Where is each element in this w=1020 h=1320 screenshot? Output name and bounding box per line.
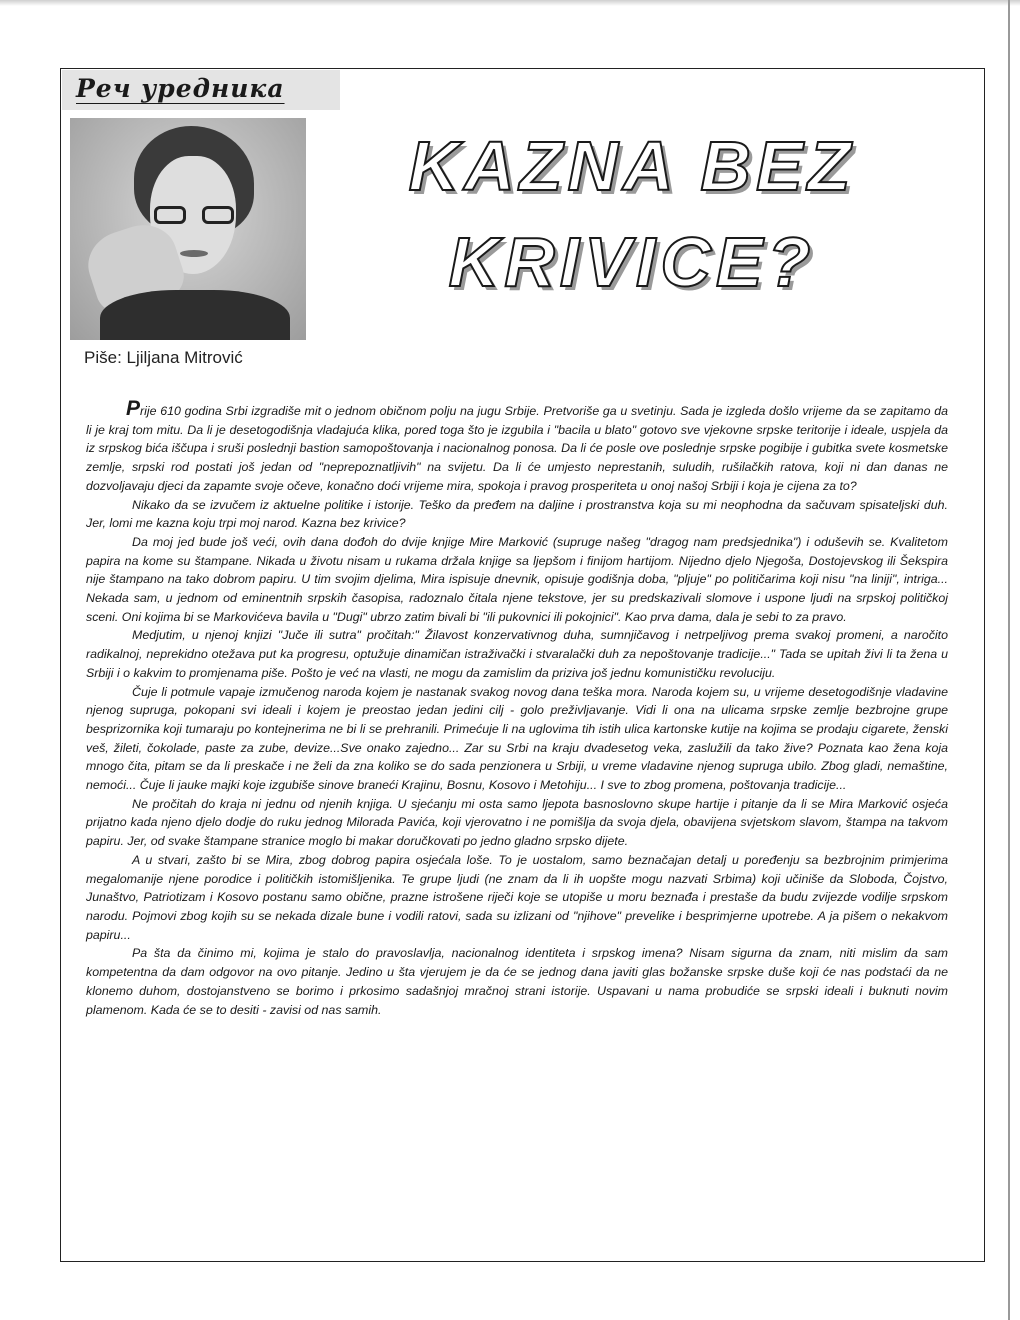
headline [322,118,942,310]
headline-line-1: KAZNA BEZ [408,127,856,205]
scan-shadow-top [0,0,1020,6]
article-paragraph: A u stvari, zašto bi se Mira, zbog dobrog papira osjećala loše. To je uostalom, samo beznačajan detalj u poređenju sa bezbrojnim primjerima megalomanije njene porodice i političkih istomišljenika. Te grupe ljudi (ne znam da li ih uopšte mogu nazvati Srbima) koji učiniše da Sloboda, Čojstvo, Junaštvo, Patriotizam i Kosovo postanu samo obične, prazne istrošene riječi koje se utopiše u moru beznađa i prestaše da budu zvijezde vodilje srpskom narodu. Pojmovi zbog kojih su se nekada dizale bune i vodili ratovi, sada su izlizani od "njihove" prevelike i besprimjerne upotrebe. A ja pišem o nekakvom papiru... [86,852,948,942]
article-lead-paragraph [86,397,948,496]
article-paragraph: Medjutim, u njenoj knjizi "Juče ili sutra" pročitah:" Žilavost konzervativnog duha, sumnjičavog i netrpeljivog prema svakoj promeni, a naročito radikalnoj, neprekidno otežava put ka progresu, optužuje dinamičan istraživački i stvaralački duh za nepoštovanje tradicije..." Tada se upitah živi li ta žena u Srbiji i o kakvim to promjenama piše. Pošto je već na vlasti, ne mogu da zamislim da priziva još jednu komunističku revoluciju. [86,628,948,680]
article-body [86,397,948,1019]
drop-cap: P [126,397,141,420]
article-paragraph: Pa šta da činimo mi, kojima je stalo do pravoslavlja, nacionalnog identiteta i srpskog imena? Nisam sigurna da znam, niti mislim da sam kompetentna da dam odgovor na ovo pitanje. Jedino u šta vjerujem je da će se jednog dana javiti glas božanske srpske duše koji će nas podstaći da ne klonemo duhom, dostojanstveno se borimo i prkosimo sadašnjoj mračnoj strani istorije. Uspavani u nama probudiće se srpski ideali i buknuti novim plamenom. Kada će se to desiti - zavisi od nas samih. [86,946,948,1017]
author-photo [70,118,306,340]
photo-body [100,290,290,340]
byline: Piše: Ljiljana Mitrović [84,348,243,367]
scan-edge-right [1008,0,1010,1320]
article-paragraph: Nikako da se izvučem iz aktuelne politike i istorije. Teško da pređem na daljine i prostranstva koja su mi neophodna da sačuvam spisateljski duh. Jer, lomi me kazna koju trpi moj narod. Kazna bez krivice? [86,497,948,531]
headline-line-2: KRIVICE? [448,223,816,301]
article-paragraph: Da moj jed bude još veći, ovih dana dođoh do dvije knjige Mire Marković (supruge našeg "dragog nam predsjednika") i oduševih se. Kvalitetom papira na kome su štampane. Nikada u životu nisam u rukama držala knjige sa ljepšom i finijom hartijom. Nijedno djelo Njegoša, Dostojevskog ili Šekspira nije štampano na tako dobrom papiru. U tim svojim djelima, Mira ispisuje dnevnik, opisuje godišnja doba, "pljuje" po političarima koji nisu "na liniji", intriga... Nekada sam, u jednom od eminentnih srpskih časopisa, radoznalo čitala njene tekstove, jer su predskazivali slomove i uspone ljudi na srpskoj političkoj sceni. Oni kojima bi se Markovićeva bavila u "Dugi" ubrzo zatim bivali bi "ili pukovnici ili pokojnici". Kao prva dama, dala je sebi to za pravo. [86,534,948,624]
article-paragraph: Čuje li potmule vapaje izmučenog naroda kojem je nastanak svakog novog dana teška mora. Naroda kojem su, u vrijeme desetogodišnje vladavine njenog supruga, pokopani svi ideali i kojem je preostao jedan jedini cilj - golo preživljavanje. Vidi li ona na ulicama srpske zemlje bezbrojne grupe besprizornika koji tumaraju po kontejnerima ne bi li se prehranili. Primećuje li na uglovima tih istih ulica kartonske kutije na kojima se prodaju cigarete, ženski veš, žileti, čokolade, paste za zube, devize...Sve onako zajedno... Zar su Srbi na kraju dvadesetog veka, zaslužili da tako žive? Poznata kao žena koja mnogo čita, pitam se da li preskače i ne želi da zna koliko se do sada penzionera u Srbiji, u vreme vladavine njenog supruga ubilo. Zbog gladi, nemaštine, nemoći... Čuje li jauke majki koje izgubiše sinove braneći Krajinu, Bosnu, Kosovo i Metohiju... I sve to zbog promena, poštovanja tradicije... [86,684,948,793]
photo-glasses [154,206,234,228]
column-title: Реч уредника [76,74,285,103]
photo-lips [180,250,208,257]
article-lead-text: rije 610 godina Srbi izgradiše mit o jednom običnom polju na jugu Srbije. Pretvoriše ga u svetinju. Sada je izgleda došlo vrijeme da se zapitamo da li je kraj tom mitu. Da li je desetogodišnja vladajuća klika, pored toga što je izgubila i "bacila u blato" gotovo sve vjekovne srpske teritorije i ideale, uspjela da iz srpskog bića iščupa i sruši poslednji bastion samopoštovanja i nacionalnog ponosa. Da li će posle ove poslednje srpske pogibije i gubitka svete kosmetske zemlje, srpski rod postati još jedan od "neprepoznatljivih" na svijetu. Da li će umjesto neprestanih, suludih, rušilačkih ratova, koji ni dan danas ne dozvoljavaju djeci da zapamte svoje očeve, konačno doći vrijeme mira, spokoja i pravog prosperiteta u onoj našoj Srbiji i koja je cijena za to? [86,404,948,493]
article-paragraph: Ne pročitah do kraja ni jednu od njenih knjiga. U sjećanju mi osta samo ljepota basnoslovno skupe hartije i pitanje da li se Mira Marković osjeća prijatno kada njeno djelo dodje do ruku jednog Milorada Pavića, koji vjerovatno i ne pomišlja da svoja djela, obavijena svjetskom slavom, štampa na takvom papiru. Jer, od svake štampane stranice moglo bi makar doručkovati po jedno gladno srpsko dijete. [86,796,948,849]
